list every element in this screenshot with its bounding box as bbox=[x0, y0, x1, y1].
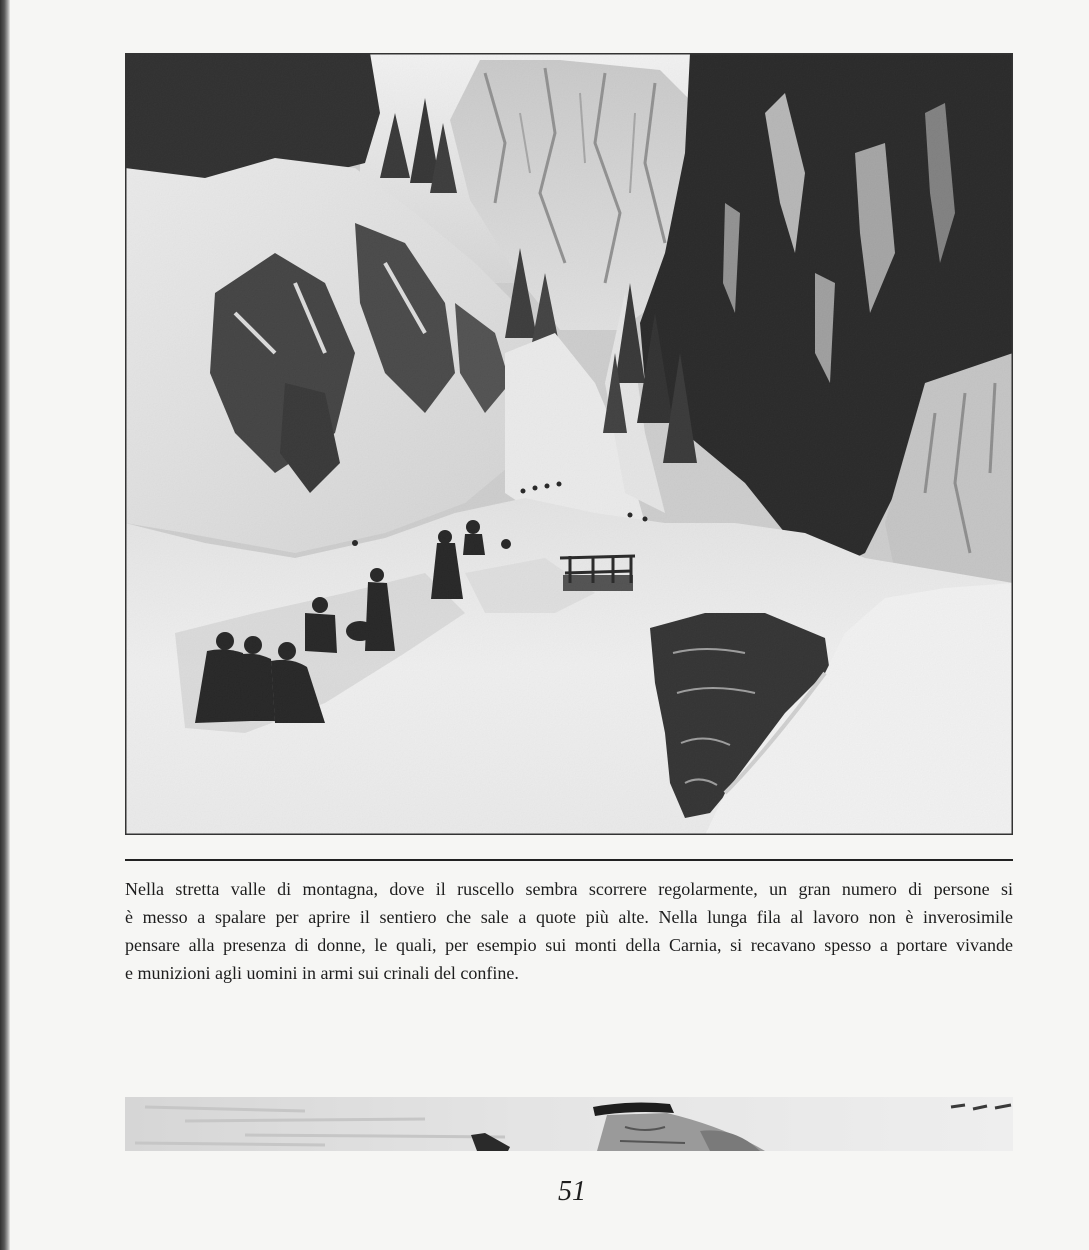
photo-illustration bbox=[125, 53, 1013, 835]
partial-photo-illustration bbox=[125, 1097, 1013, 1151]
photo-strip-partial bbox=[125, 1097, 1013, 1151]
photo-snowy-gorge bbox=[125, 53, 1013, 835]
binding-shadow bbox=[0, 0, 10, 1250]
caption-line: e munizioni agli uomini in armi sui crinali del confine. bbox=[125, 963, 519, 983]
caption-line: Nella stretta valle di montagna, dove il ruscello sembra scorrere regolarmente, un gran numero di persone si bbox=[125, 879, 1013, 899]
photo-caption bbox=[125, 875, 1013, 987]
caption-line: pensare alla presenza di donne, le quali, per esempio sui monti della Carnia, si recavano spesso a portare vivande bbox=[125, 935, 1013, 955]
caption-line: è messo a spalare per aprire il sentiero che sale a quote più alte. Nella lunga fila al lavoro non è inverosimile bbox=[125, 907, 1013, 927]
page-number: 51 bbox=[558, 1176, 586, 1207]
caption-rule bbox=[125, 859, 1013, 861]
film-grain bbox=[125, 53, 1013, 835]
